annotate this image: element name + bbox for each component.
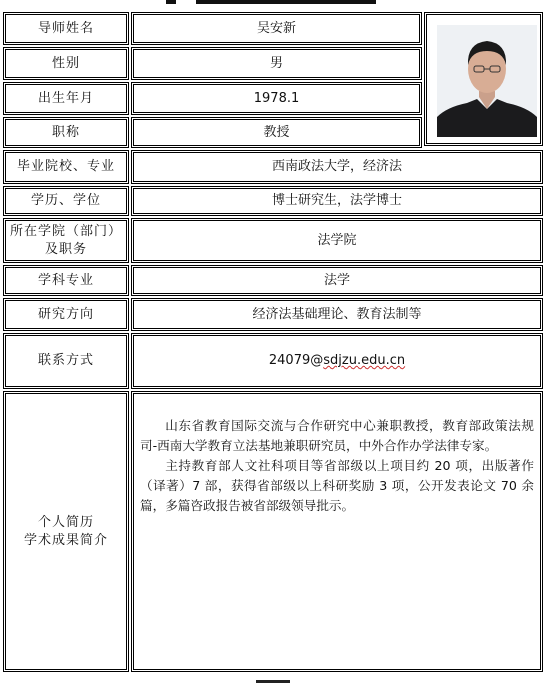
- gender-label: 性别: [3, 47, 129, 80]
- portrait-photo: [437, 25, 537, 137]
- page-title-cutoff: [0, 0, 551, 8]
- degree-label: 学历、学位: [3, 186, 129, 216]
- school-value: 西南政法大学，经济法: [131, 150, 543, 184]
- birth-date-label: 出生年月: [3, 82, 129, 115]
- bio-content: [131, 391, 543, 672]
- page-bottom-mark: [256, 680, 290, 683]
- email-local: 24079@: [268, 353, 324, 368]
- research-value: 经济法基础理论、教育法制等: [131, 298, 543, 331]
- department-label-line1: 所在学院（部门）: [9, 223, 122, 239]
- contact-value: [131, 333, 543, 389]
- title-value: 教授: [131, 117, 422, 148]
- major-label: 学科专业: [3, 265, 129, 296]
- birth-date-value: 1978.1: [131, 82, 422, 115]
- department-label: [3, 218, 129, 263]
- research-label: 研究方向: [3, 298, 129, 331]
- bio-paragraph-1: 山东省教育国际交流与合作研究中心兼职教授，教育部政策法规司-西南大学教育立法基地兼职研究员，中外合作办学法律专家。: [140, 418, 534, 453]
- department-label-line2: 及职务: [44, 241, 87, 257]
- photo-frame: [424, 12, 543, 146]
- school-label: 毕业院校、专业: [3, 150, 129, 184]
- bio-label: [3, 391, 129, 672]
- contact-label: 联系方式: [3, 333, 129, 389]
- gender-value: 男: [131, 47, 422, 80]
- email-domain: sdjzu.edu.cn: [323, 353, 406, 368]
- degree-value: 博士研究生，法学博士: [131, 186, 543, 216]
- bio-label-line2: 学术成果简介: [23, 532, 108, 548]
- bio-label-line1: 个人简历: [37, 514, 94, 530]
- major-value: 法学: [131, 265, 543, 296]
- name-value: 吴安新: [131, 12, 422, 45]
- name-label: 导师姓名: [3, 12, 129, 45]
- title-label: 职称: [3, 117, 129, 148]
- department-value: 法学院: [131, 218, 543, 263]
- bio-paragraph-2: 主持教育部人文社科项目等省部级以上项目约 20 项，出版著作（译著）7 部，获得省部级以上科研奖励 3 项，公开发表论文 70 余篇，多篇咨政报告被省部级领导批示。: [140, 458, 534, 513]
